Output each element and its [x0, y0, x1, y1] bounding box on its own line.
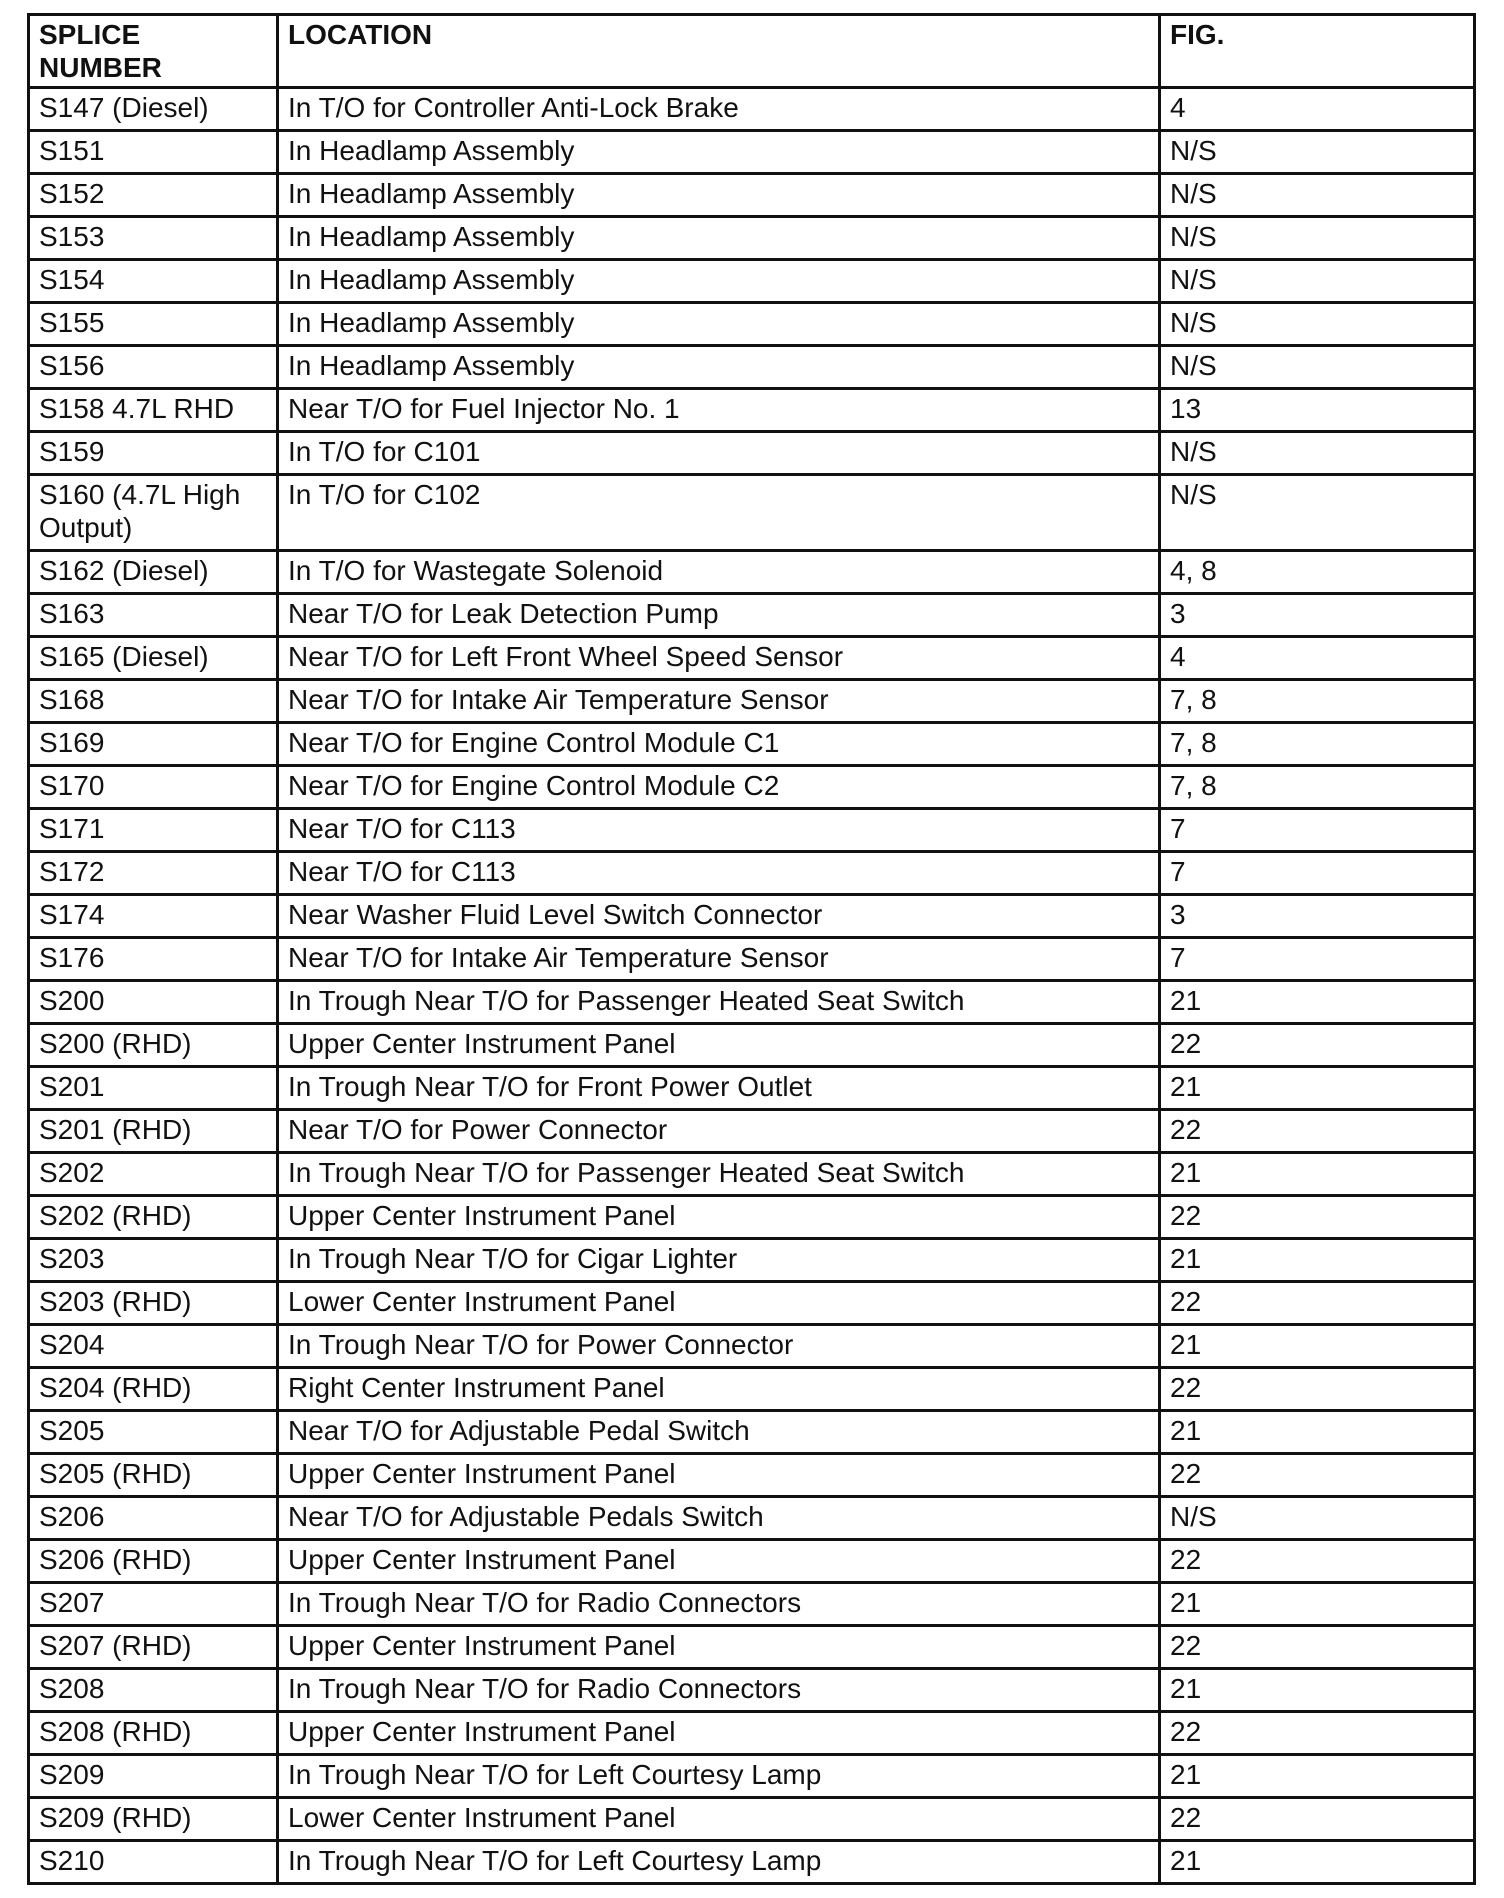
cell-splice-number: S153	[29, 217, 278, 260]
cell-location: In T/O for Controller Anti-Lock Brake	[278, 88, 1160, 131]
cell-fig: 21	[1160, 1669, 1475, 1712]
cell-fig: N/S	[1160, 217, 1475, 260]
table-row	[29, 1368, 1475, 1411]
table-row	[29, 1024, 1475, 1067]
cell-fig: 21	[1160, 1153, 1475, 1196]
cell-splice-number: S162 (Diesel)	[29, 551, 278, 594]
cell-fig: N/S	[1160, 432, 1475, 475]
table-row	[29, 1583, 1475, 1626]
table-row	[29, 1798, 1475, 1841]
cell-splice-number: S165 (Diesel)	[29, 637, 278, 680]
cell-splice-number: S200 (RHD)	[29, 1024, 278, 1067]
cell-splice-number: S155	[29, 303, 278, 346]
table-row	[29, 389, 1475, 432]
cell-fig: 13	[1160, 389, 1475, 432]
cell-fig: 7, 8	[1160, 680, 1475, 723]
cell-fig: 21	[1160, 981, 1475, 1024]
cell-fig: 22	[1160, 1626, 1475, 1669]
table-row	[29, 723, 1475, 766]
cell-location: Upper Center Instrument Panel	[278, 1024, 1160, 1067]
cell-splice-number: S208	[29, 1669, 278, 1712]
cell-location: In Headlamp Assembly	[278, 303, 1160, 346]
table-row	[29, 1325, 1475, 1368]
cell-splice-number: S210	[29, 1841, 278, 1884]
header-location: LOCATION	[278, 15, 1160, 88]
table-row	[29, 594, 1475, 637]
cell-splice-number: S208 (RHD)	[29, 1712, 278, 1755]
cell-splice-number: S158 4.7L RHD	[29, 389, 278, 432]
cell-fig: 22	[1160, 1024, 1475, 1067]
cell-splice-number: S171	[29, 809, 278, 852]
table-body	[29, 88, 1475, 1884]
cell-splice-number: S159	[29, 432, 278, 475]
cell-splice-number: S202 (RHD)	[29, 1196, 278, 1239]
cell-location: In Trough Near T/O for Passenger Heated Seat Switch	[278, 981, 1160, 1024]
cell-splice-number: S204	[29, 1325, 278, 1368]
cell-fig: N/S	[1160, 1497, 1475, 1540]
cell-location: Near T/O for Intake Air Temperature Sensor	[278, 938, 1160, 981]
header-splice-line2: NUMBER	[39, 52, 162, 83]
cell-fig: N/S	[1160, 303, 1475, 346]
cell-location: Near T/O for Intake Air Temperature Sensor	[278, 680, 1160, 723]
table-row	[29, 1067, 1475, 1110]
cell-fig: 22	[1160, 1196, 1475, 1239]
table-row	[29, 551, 1475, 594]
cell-location: Near T/O for Leak Detection Pump	[278, 594, 1160, 637]
cell-location: In Headlamp Assembly	[278, 174, 1160, 217]
cell-location: In T/O for Wastegate Solenoid	[278, 551, 1160, 594]
cell-fig: 3	[1160, 594, 1475, 637]
cell-fig: 4, 8	[1160, 551, 1475, 594]
cell-location: In Trough Near T/O for Left Courtesy Lamp	[278, 1755, 1160, 1798]
table-row	[29, 637, 1475, 680]
table-row	[29, 260, 1475, 303]
cell-fig: 22	[1160, 1110, 1475, 1153]
cell-splice-number: S201 (RHD)	[29, 1110, 278, 1153]
cell-fig: 21	[1160, 1325, 1475, 1368]
cell-splice-number: S201	[29, 1067, 278, 1110]
cell-splice-number: S170	[29, 766, 278, 809]
cell-location: In T/O for C102	[278, 475, 1160, 551]
cell-location: In Trough Near T/O for Radio Connectors	[278, 1583, 1160, 1626]
table-row	[29, 217, 1475, 260]
cell-fig: 22	[1160, 1282, 1475, 1325]
cell-splice-number: S205	[29, 1411, 278, 1454]
cell-location: Near T/O for Engine Control Module C1	[278, 723, 1160, 766]
cell-fig: 3	[1160, 895, 1475, 938]
cell-splice-number: S163	[29, 594, 278, 637]
cell-location: Near T/O for Power Connector	[278, 1110, 1160, 1153]
splice-table	[27, 13, 1476, 1885]
cell-fig: 7	[1160, 809, 1475, 852]
table-row	[29, 475, 1475, 551]
table-row	[29, 1110, 1475, 1153]
cell-splice-number: S154	[29, 260, 278, 303]
table-row	[29, 938, 1475, 981]
cell-location: In T/O for C101	[278, 432, 1160, 475]
cell-location: Near T/O for C113	[278, 852, 1160, 895]
cell-location: Near T/O for Adjustable Pedals Switch	[278, 1497, 1160, 1540]
cell-splice-number: S152	[29, 174, 278, 217]
cell-splice-number: S205 (RHD)	[29, 1454, 278, 1497]
cell-splice-number: S168	[29, 680, 278, 723]
table-row	[29, 303, 1475, 346]
cell-splice-number: S156	[29, 346, 278, 389]
cell-splice-number: S174	[29, 895, 278, 938]
header-row	[29, 15, 1475, 88]
cell-fig: 21	[1160, 1411, 1475, 1454]
cell-location: Upper Center Instrument Panel	[278, 1626, 1160, 1669]
header-fig: FIG.	[1160, 15, 1475, 88]
cell-splice-number: S176	[29, 938, 278, 981]
cell-fig: 21	[1160, 1755, 1475, 1798]
cell-splice-number: S151	[29, 131, 278, 174]
cell-location: In Trough Near T/O for Left Courtesy Lamp	[278, 1841, 1160, 1884]
cell-location: Near T/O for C113	[278, 809, 1160, 852]
table-row	[29, 88, 1475, 131]
table-row	[29, 1239, 1475, 1282]
cell-location: In Trough Near T/O for Radio Connectors	[278, 1669, 1160, 1712]
cell-splice-number: S200	[29, 981, 278, 1024]
cell-location: In Headlamp Assembly	[278, 131, 1160, 174]
table-row	[29, 174, 1475, 217]
cell-location: Near T/O for Left Front Wheel Speed Sensor	[278, 637, 1160, 680]
cell-splice-number: S172	[29, 852, 278, 895]
cell-fig: 21	[1160, 1067, 1475, 1110]
cell-fig: 7, 8	[1160, 766, 1475, 809]
cell-fig: N/S	[1160, 174, 1475, 217]
cell-splice-number: S207	[29, 1583, 278, 1626]
cell-fig: 7	[1160, 852, 1475, 895]
table-row	[29, 131, 1475, 174]
cell-fig: N/S	[1160, 346, 1475, 389]
table-row	[29, 809, 1475, 852]
cell-location: In Trough Near T/O for Passenger Heated Seat Switch	[278, 1153, 1160, 1196]
cell-location: Right Center Instrument Panel	[278, 1368, 1160, 1411]
cell-location: Lower Center Instrument Panel	[278, 1282, 1160, 1325]
cell-splice-number: S203 (RHD)	[29, 1282, 278, 1325]
cell-location: In Headlamp Assembly	[278, 346, 1160, 389]
table-row	[29, 1841, 1475, 1884]
cell-splice-number: S202	[29, 1153, 278, 1196]
table-row	[29, 981, 1475, 1024]
cell-location: Near T/O for Adjustable Pedal Switch	[278, 1411, 1160, 1454]
table-row	[29, 1153, 1475, 1196]
table-row	[29, 1540, 1475, 1583]
cell-fig: 22	[1160, 1712, 1475, 1755]
table-row	[29, 1626, 1475, 1669]
cell-fig: 7, 8	[1160, 723, 1475, 766]
cell-fig: 22	[1160, 1540, 1475, 1583]
cell-location: Near T/O for Fuel Injector No. 1	[278, 389, 1160, 432]
cell-location: Upper Center Instrument Panel	[278, 1712, 1160, 1755]
cell-splice-number: S169	[29, 723, 278, 766]
cell-fig: 22	[1160, 1368, 1475, 1411]
cell-fig: 4	[1160, 88, 1475, 131]
table-row	[29, 346, 1475, 389]
cell-fig: 22	[1160, 1798, 1475, 1841]
table-row	[29, 1196, 1475, 1239]
cell-splice-number: S209 (RHD)	[29, 1798, 278, 1841]
cell-fig: 22	[1160, 1454, 1475, 1497]
cell-splice-number: S207 (RHD)	[29, 1626, 278, 1669]
header-splice-line1: SPLICE	[39, 19, 141, 50]
table-row	[29, 1712, 1475, 1755]
cell-fig: N/S	[1160, 260, 1475, 303]
table-row	[29, 766, 1475, 809]
table-row	[29, 1454, 1475, 1497]
cell-location: In Trough Near T/O for Power Connector	[278, 1325, 1160, 1368]
table-row	[29, 432, 1475, 475]
cell-splice-number: S203	[29, 1239, 278, 1282]
cell-fig: 21	[1160, 1583, 1475, 1626]
table-row	[29, 895, 1475, 938]
cell-location: Upper Center Instrument Panel	[278, 1540, 1160, 1583]
cell-splice-number: S209	[29, 1755, 278, 1798]
table-row	[29, 1282, 1475, 1325]
cell-location: Upper Center Instrument Panel	[278, 1196, 1160, 1239]
table-row	[29, 1497, 1475, 1540]
cell-fig: N/S	[1160, 475, 1475, 551]
cell-location: In Trough Near T/O for Cigar Lighter	[278, 1239, 1160, 1282]
cell-splice-number: S147 (Diesel)	[29, 88, 278, 131]
cell-fig: N/S	[1160, 131, 1475, 174]
table-row	[29, 852, 1475, 895]
cell-fig: 4	[1160, 637, 1475, 680]
cell-location: Lower Center Instrument Panel	[278, 1798, 1160, 1841]
cell-location: Upper Center Instrument Panel	[278, 1454, 1160, 1497]
cell-location: Near T/O for Engine Control Module C2	[278, 766, 1160, 809]
cell-fig: 21	[1160, 1239, 1475, 1282]
cell-fig: 7	[1160, 938, 1475, 981]
cell-location: In Headlamp Assembly	[278, 260, 1160, 303]
cell-splice-number: S206	[29, 1497, 278, 1540]
cell-location: In Trough Near T/O for Front Power Outlet	[278, 1067, 1160, 1110]
table-row	[29, 1411, 1475, 1454]
cell-splice-number: S204 (RHD)	[29, 1368, 278, 1411]
cell-splice-number: S206 (RHD)	[29, 1540, 278, 1583]
table-row	[29, 1669, 1475, 1712]
table-row	[29, 680, 1475, 723]
table-row	[29, 1755, 1475, 1798]
cell-splice-number: S160 (4.7L High Output)	[29, 475, 278, 551]
cell-location: Near Washer Fluid Level Switch Connector	[278, 895, 1160, 938]
cell-fig: 21	[1160, 1841, 1475, 1884]
header-splice-number	[29, 15, 278, 88]
cell-location: In Headlamp Assembly	[278, 217, 1160, 260]
